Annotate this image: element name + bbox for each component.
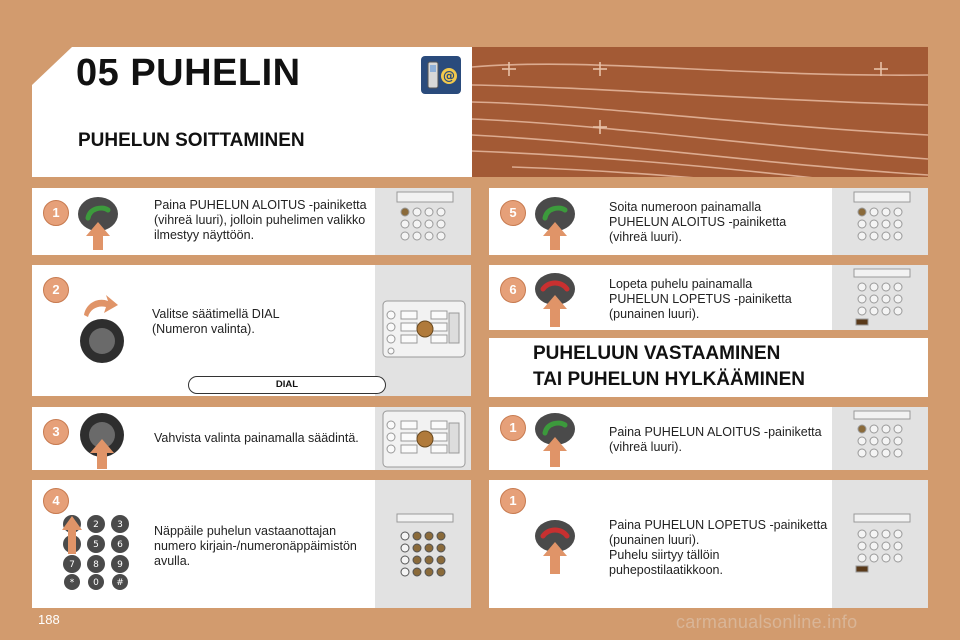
console-thumbnail xyxy=(375,407,471,470)
red-hangup-button-icon xyxy=(525,514,585,576)
step-number-badge: 3 xyxy=(43,419,69,445)
phone-email-icon xyxy=(421,56,461,94)
answer-title-line-1: PUHELUUN VASTAAMINEN xyxy=(533,343,781,364)
svg-text:6: 6 xyxy=(117,540,123,550)
dial-menu-item: DIAL xyxy=(188,376,386,394)
console-thumbnail xyxy=(832,265,928,330)
step-panel-4 xyxy=(32,480,471,608)
step-panel-6 xyxy=(489,265,928,330)
rotary-knob-press-icon xyxy=(76,409,128,471)
step-text: Paina PUHELUN ALOITUS -painiketta (vihreä luuri), jolloin puhelimen valikko ilmestyy näyttöön. xyxy=(154,198,367,242)
step-number-badge: 2 xyxy=(43,277,69,303)
step-text: Näppäile puhelun vastaanottajan numero kirjain-/numeronäppäimistön avulla. xyxy=(154,524,357,568)
step-text: Lopeta puhelu painamalla PUHELUN LOPETUS -painiketta (punainen luuri). xyxy=(609,277,792,321)
svg-text:0: 0 xyxy=(93,578,99,588)
console-thumbnail xyxy=(832,480,928,608)
red-hangup-button-icon xyxy=(525,267,585,329)
step-text: Paina PUHELUN ALOITUS -painiketta (vihreä luuri). xyxy=(609,425,822,454)
keypad-icon xyxy=(60,514,132,590)
rotary-knob-icon xyxy=(74,293,124,365)
step-text: Soita numeroon painamalla PUHELUN ALOITUS -painiketta (vihreä luuri). xyxy=(609,200,787,244)
step-number-badge: 4 xyxy=(43,488,69,514)
svg-text:3: 3 xyxy=(117,520,123,530)
step-number-badge: 6 xyxy=(500,277,526,303)
step-panel-1 xyxy=(32,188,471,255)
svg-text:5: 5 xyxy=(93,540,99,550)
step-text: Valitse säätimellä DIAL (Numeron valinta). xyxy=(152,307,280,336)
console-thumbnail xyxy=(375,265,471,396)
green-call-button-icon xyxy=(68,192,128,252)
decorative-curves xyxy=(472,47,928,177)
step-number-badge: 5 xyxy=(500,200,526,226)
step-text: Vahvista valinta painamalla säädintä. xyxy=(154,431,359,445)
step-panel-2 xyxy=(32,265,471,396)
answer-section-title xyxy=(533,341,805,393)
svg-text:9: 9 xyxy=(117,560,123,570)
step-number-badge: 1 xyxy=(500,488,526,514)
answer-step-panel-1 xyxy=(489,407,928,470)
console-thumbnail xyxy=(375,188,471,255)
green-call-button-icon xyxy=(525,409,585,469)
svg-text:#: # xyxy=(116,578,124,588)
svg-text:7: 7 xyxy=(69,560,75,570)
step-number-badge: 1 xyxy=(43,200,69,226)
section-title: PUHELUN SOITTAMINEN xyxy=(78,130,305,151)
svg-text:8: 8 xyxy=(93,560,99,570)
svg-text:2: 2 xyxy=(93,520,99,530)
console-thumbnail xyxy=(832,188,928,255)
answer-step-panel-2 xyxy=(489,480,928,608)
console-thumbnail xyxy=(832,407,928,470)
answer-title-line-2: TAI PUHELUN HYLKÄÄMINEN xyxy=(533,369,805,390)
green-call-button-icon xyxy=(525,192,585,252)
step-text: Paina PUHELUN LOPETUS -painiketta (punainen luuri). Puhelu siirtyy tällöin puhepostilaatikkoon. xyxy=(609,518,828,577)
step-number-badge: 1 xyxy=(500,415,526,441)
header-decoration xyxy=(472,47,928,177)
chapter-title: 05 PUHELIN xyxy=(76,52,301,94)
step-panel-3 xyxy=(32,407,471,470)
watermark: carmanualsonline.info xyxy=(676,612,858,632)
console-thumbnail xyxy=(375,480,471,608)
svg-text:*: * xyxy=(69,578,75,588)
step-panel-5 xyxy=(489,188,928,255)
page-number: 188 xyxy=(38,612,60,627)
svg-text:@: @ xyxy=(443,69,455,83)
